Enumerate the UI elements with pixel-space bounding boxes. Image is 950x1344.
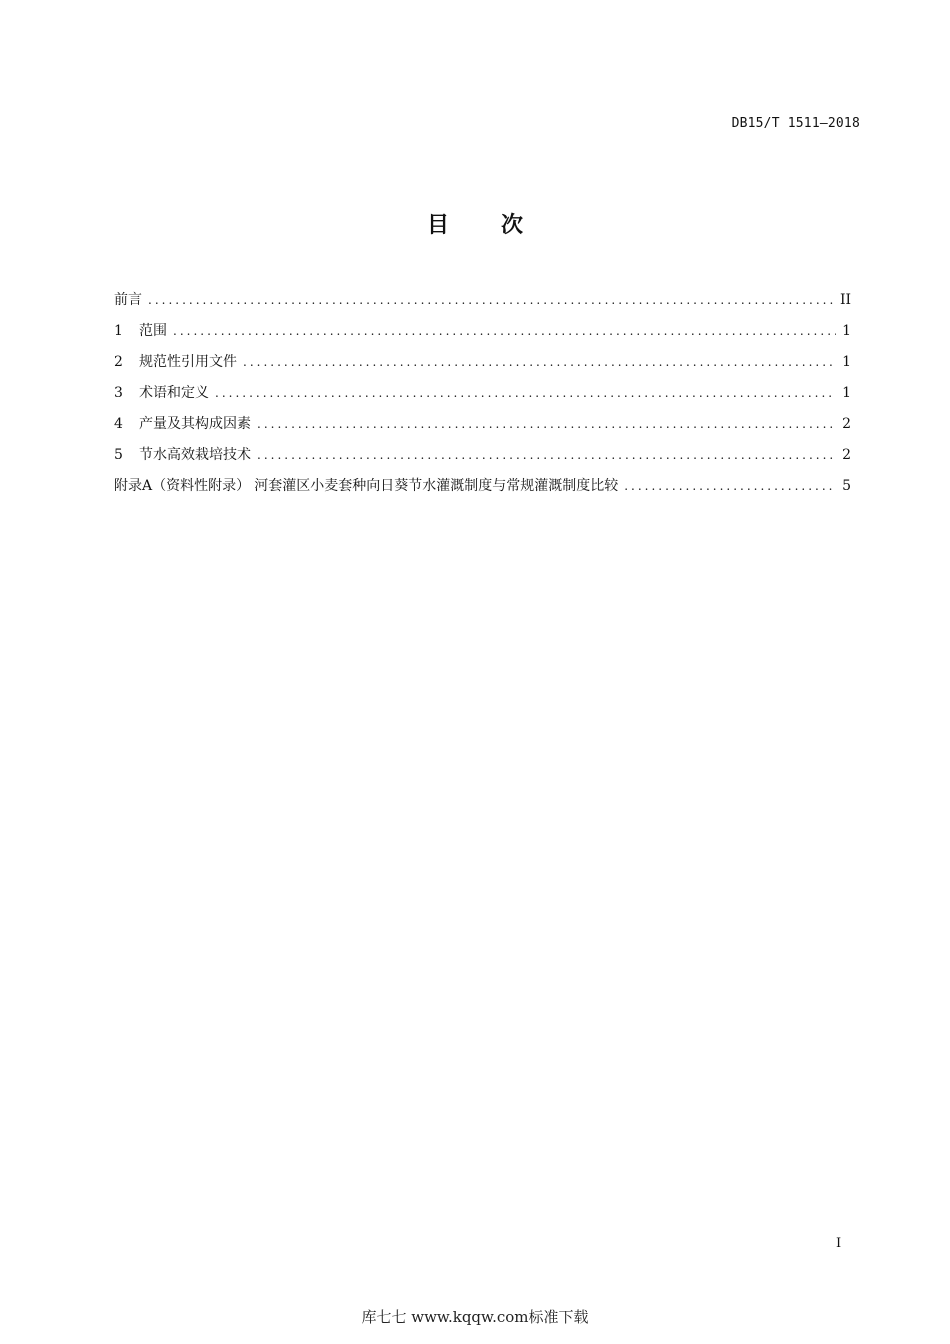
table-of-contents xyxy=(114,289,851,506)
toc-entry-page: II xyxy=(839,292,851,308)
toc-entry-label: 产量及其构成因素 xyxy=(139,416,251,432)
toc-entry-cultivation-technique[interactable] xyxy=(114,444,851,475)
toc-entry-number: 5 xyxy=(114,447,123,463)
toc-entry-number: 3 xyxy=(114,385,123,401)
toc-entry-page: 1 xyxy=(842,323,851,339)
toc-entry-number: 2 xyxy=(114,354,123,370)
toc-entry-yield-factors[interactable] xyxy=(114,413,851,444)
toc-entry-page: 2 xyxy=(842,447,851,463)
toc-entry-number: 1 xyxy=(114,323,123,339)
toc-entry-label: 前言 xyxy=(114,292,142,308)
toc-entry-label: 术语和定义 xyxy=(139,385,209,401)
toc-entry-appendix-a[interactable] xyxy=(114,475,851,506)
toc-entry-page: 2 xyxy=(842,416,851,432)
toc-leader-dots xyxy=(257,448,836,462)
toc-leader-dots xyxy=(243,355,836,369)
toc-entry-normative-references[interactable] xyxy=(114,351,851,382)
toc-entry-page: 1 xyxy=(842,385,851,401)
toc-entry-label: 范围 xyxy=(139,323,167,339)
toc-entry-label: 规范性引用文件 xyxy=(139,354,237,370)
toc-leader-dots xyxy=(624,479,836,493)
page-title: 目次 xyxy=(426,213,575,238)
toc-leader-dots xyxy=(257,417,836,431)
toc-appendix-prefix: 附录A（资料性附录） xyxy=(114,478,251,494)
toc-leader-dots xyxy=(215,386,836,400)
toc-leader-dots xyxy=(148,293,834,307)
toc-entry-foreword[interactable] xyxy=(114,289,851,320)
toc-entry-label: 节水高效栽培技术 xyxy=(139,447,251,463)
toc-entry-page: 5 xyxy=(842,478,851,494)
toc-entry-terms-definitions[interactable] xyxy=(114,382,851,413)
document-code: DB15/T 1511—2018 xyxy=(731,116,860,131)
toc-entry-scope[interactable] xyxy=(114,320,851,351)
toc-entry-label: 河套灌区小麦套种向日葵节水灌溉制度与常规灌溉制度比较 xyxy=(254,478,619,494)
toc-entry-page: 1 xyxy=(842,354,851,370)
footer-watermark: 库七七 www.kqqw.com标准下载 xyxy=(361,1308,589,1326)
page-number: I xyxy=(836,1236,842,1251)
toc-leader-dots xyxy=(173,324,836,338)
toc-entry-number: 4 xyxy=(114,416,123,432)
